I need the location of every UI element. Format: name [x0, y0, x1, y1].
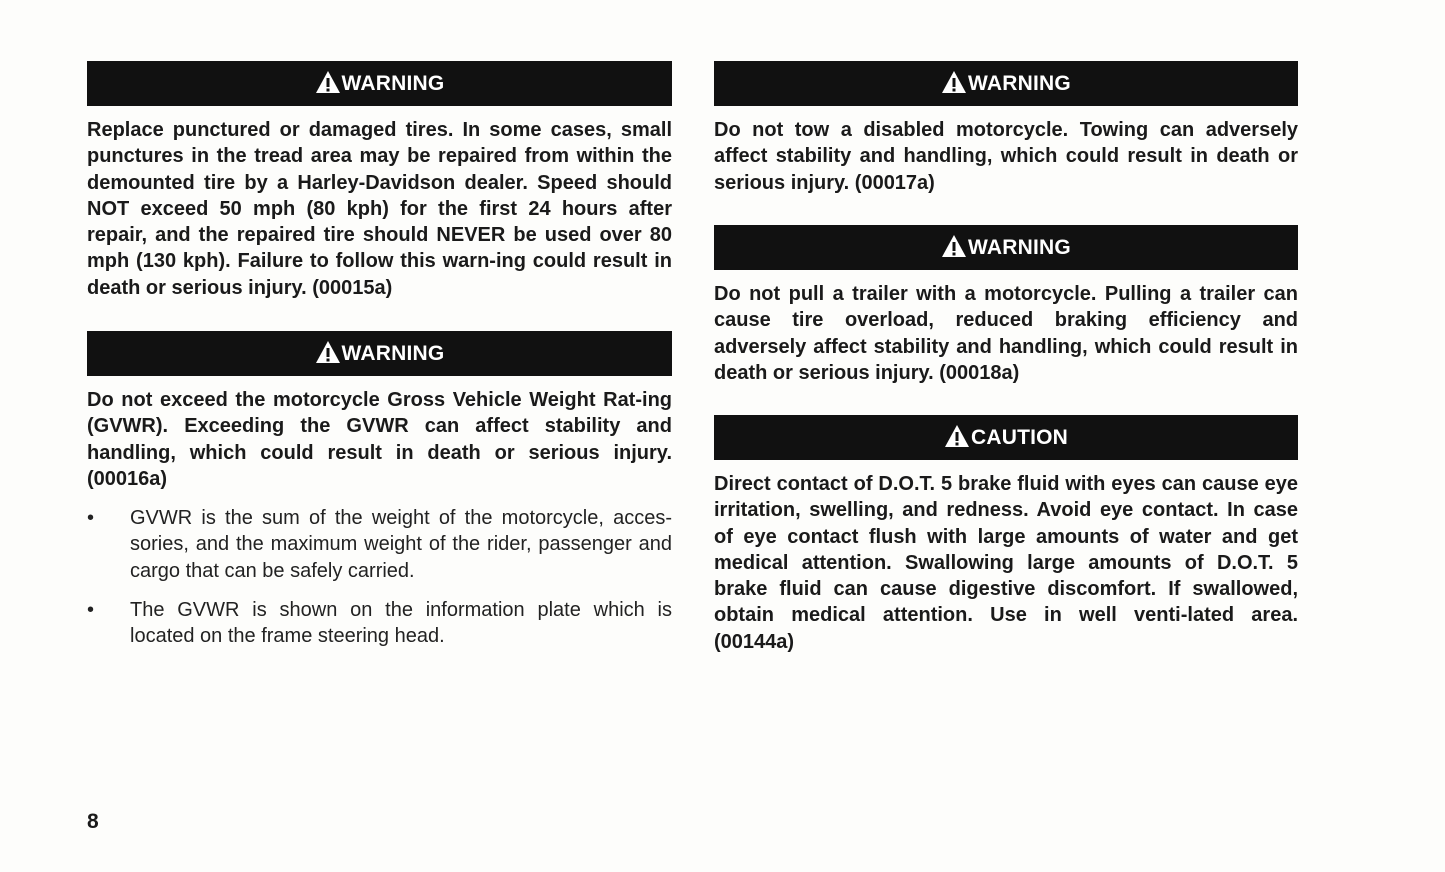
bullet-item: • The GVWR is shown on the information plate which is located on the frame steering head.: [87, 599, 672, 648]
warning-block-gvwr: [87, 331, 672, 650]
warning-triangle-icon: [941, 70, 967, 94]
warning-text: Replace punctured or damaged tires. In some cases, small punctures in the tread area may be repaired from within the demounted tire by a Harley-Davidson dealer. Speed should NOT exceed 50 mph (80 kph) for the first 24 hours after repair, and the repaired tire should NEVER be used over 80 mph (130 kph). Failure to follow this warn-ing could result in death or serious injury. (00015a): [87, 119, 672, 299]
warning-block-tow: [714, 61, 1298, 196]
warning-triangle-icon: [944, 424, 970, 448]
warning-text: Do not exceed the motorcycle Gross Vehicle Weight Rat-ing (GVWR). Exceeding the GVWR can affect stability and handling, which could result in death or serious injury. (00016a): [87, 389, 672, 490]
caution-block-brake-fluid: [714, 415, 1298, 655]
page-number: 8: [87, 810, 99, 833]
warning-triangle-icon: [941, 234, 967, 258]
warning-block-trailer: [714, 225, 1298, 386]
bullet-item: • GVWR is the sum of the weight of the motorcycle, acces-sories, and the maximum weight of the rider, passenger and cargo that can be safely carried.: [87, 507, 672, 582]
caution-header: CAUTION: [714, 415, 1298, 460]
warning-triangle-icon: [315, 70, 341, 94]
warning-header: WARNING: [87, 61, 672, 106]
warning-triangle-icon: [315, 340, 341, 364]
warning-text: Do not pull a trailer with a motorcycle. Pulling a trailer can cause tire overload, reduced braking efficiency and adversely affect stability and handling, which could result in death or serious injury. (00018a): [714, 283, 1298, 384]
warning-header: WARNING: [714, 225, 1298, 270]
warning-text: Do not tow a disabled motorcycle. Towing can adversely affect stability and handling, which could result in death or serious injury. (00017a): [714, 119, 1298, 194]
warning-header: WARNING: [714, 61, 1298, 106]
caution-text: Direct contact of D.O.T. 5 brake fluid with eyes can cause eye irritation, swelling, and redness. Avoid eye contact. In case of eye contact flush with large amounts of water and get medical attention. Swallowing large amounts of D.O.T. 5 brake fluid can cause digestive discomfort. If swallowed, obtain medical attention. Use in well venti-lated area. (00144a): [714, 473, 1298, 653]
warning-header: WARNING: [87, 331, 672, 376]
warning-block-tires: [87, 61, 672, 301]
